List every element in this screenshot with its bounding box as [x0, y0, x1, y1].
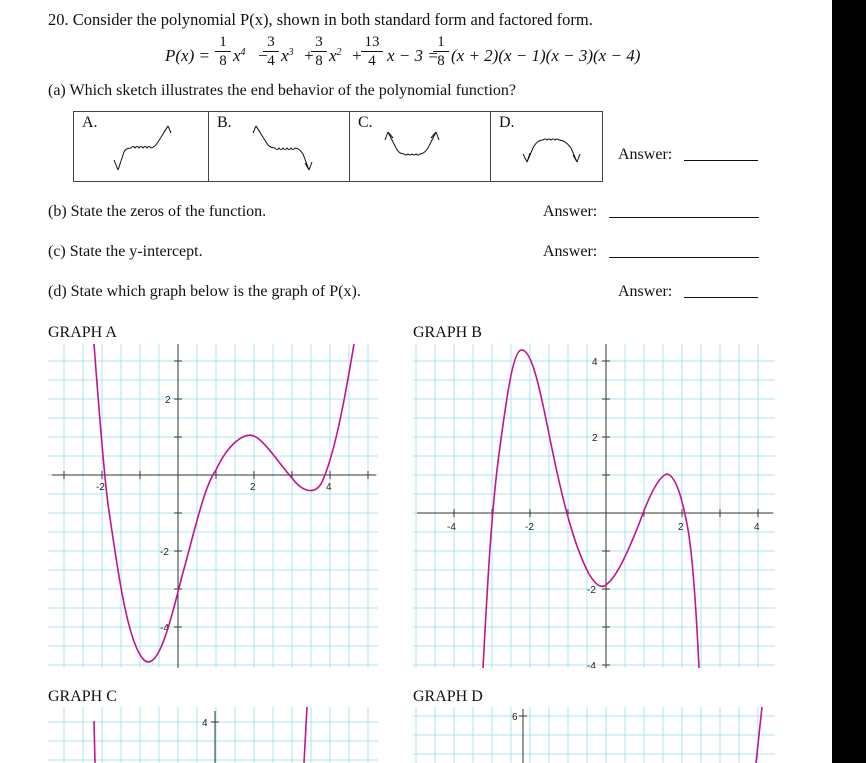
graph-c-title: GRAPH C: [48, 688, 117, 705]
frac-3: 3 8: [311, 34, 327, 69]
graph-b-grid: [413, 344, 775, 668]
graph-a-axes: [52, 344, 376, 668]
part-a-answer-label: Answer:: [618, 146, 673, 163]
frac-1: 1 8: [215, 34, 231, 69]
part-c-answer-label: Answer:: [543, 243, 598, 260]
graph-a-xtick: 2: [250, 482, 256, 493]
part-b-answer-label: Answer:: [543, 203, 598, 220]
option-d-sketch: [491, 112, 602, 181]
frac-2: 3 4: [263, 34, 279, 69]
option-c-letter: C.: [358, 114, 373, 131]
graph-d-title: GRAPH D: [413, 688, 483, 705]
part-d-answer-blank[interactable]: [684, 283, 758, 298]
part-a-answer-blank[interactable]: [684, 146, 758, 161]
graph-a-curve: [94, 344, 354, 662]
term-2: $x^3$: [281, 46, 294, 65]
graph-b-xtick: 2: [678, 522, 684, 533]
part-d-answer: [618, 283, 758, 301]
graph-a-xtick: -2: [96, 482, 105, 493]
graph-b-ytick: 4: [592, 357, 598, 368]
op-3: +: [351, 46, 363, 65]
part-b-prompt: (b) State the zeros of the function.: [48, 203, 267, 220]
term-3: $x^2$: [329, 46, 342, 65]
part-c-answer-blank[interactable]: [609, 243, 759, 258]
graph-b-title: GRAPH B: [413, 324, 482, 341]
graph-b-ytick: 2: [592, 433, 598, 444]
graph-d-grid: [413, 707, 775, 763]
term-1: $x^4$: [233, 46, 246, 65]
graph-a-title: GRAPH A: [48, 324, 117, 341]
part-d-prompt: (d) State which graph below is the graph of P(x).: [48, 283, 361, 300]
graph-b-curve: [483, 350, 699, 668]
part-c-answer: [543, 243, 759, 261]
graph-a-xtick: 4: [326, 482, 332, 493]
option-c[interactable]: [350, 112, 491, 181]
graph-d: [413, 707, 775, 763]
term-5: (x + 2)(x − 1)(x − 3)(x − 4): [451, 46, 641, 65]
option-a[interactable]: [74, 112, 209, 181]
term-4: x − 3 =: [387, 46, 439, 65]
option-d[interactable]: [491, 112, 602, 181]
op-2: +: [303, 46, 315, 65]
graph-d-ytick: 6: [512, 712, 518, 723]
part-b-answer-blank[interactable]: [609, 203, 759, 218]
part-a-answer: [618, 146, 758, 164]
graph-b-xtick: -2: [525, 522, 534, 533]
part-b-answer: [543, 203, 759, 221]
op-1: −: [257, 46, 269, 65]
end-behavior-options: [73, 111, 603, 182]
graph-c: [48, 707, 378, 763]
dark-edge-bar: [832, 0, 866, 763]
graph-c-ytick: 4: [202, 718, 208, 729]
graph-b-xtick: -4: [447, 522, 456, 533]
graph-c-curve: [94, 707, 307, 763]
graph-c-axes: [211, 711, 219, 763]
graph-b-xtick: 4: [754, 522, 760, 533]
question-title: 20. Consider the polynomial P(x), shown in both standard form and factored form.: [48, 10, 593, 29]
frac-4: 13 4: [361, 34, 383, 69]
graph-a-ytick: -4: [160, 623, 169, 634]
part-d-answer-label: Answer:: [618, 283, 673, 300]
graph-b-ytick: -2: [587, 585, 596, 596]
part-a-prompt: (a) Which sketch illustrates the end behavior of the polynomial function?: [48, 82, 517, 99]
graph-b-ytick: -4: [587, 661, 596, 668]
graph-c-grid: [48, 707, 378, 763]
graph-a-ytick: 2: [165, 395, 171, 406]
option-b[interactable]: [209, 112, 350, 181]
graph-a-ytick: -2: [160, 547, 169, 558]
option-a-letter: A.: [82, 114, 98, 131]
option-c-sketch: [350, 112, 491, 181]
part-c-prompt: (c) State the y-intercept.: [48, 243, 203, 260]
graph-b: [413, 344, 775, 668]
option-a-sketch: [74, 112, 209, 181]
formula-lhs: P(x) =: [165, 46, 210, 65]
option-b-letter: B.: [217, 114, 232, 131]
frac-5: 1 8: [433, 34, 449, 69]
option-d-letter: D.: [499, 114, 515, 131]
graph-d-axes: [519, 709, 527, 763]
option-b-sketch: [209, 112, 350, 181]
graph-a: [48, 344, 378, 668]
